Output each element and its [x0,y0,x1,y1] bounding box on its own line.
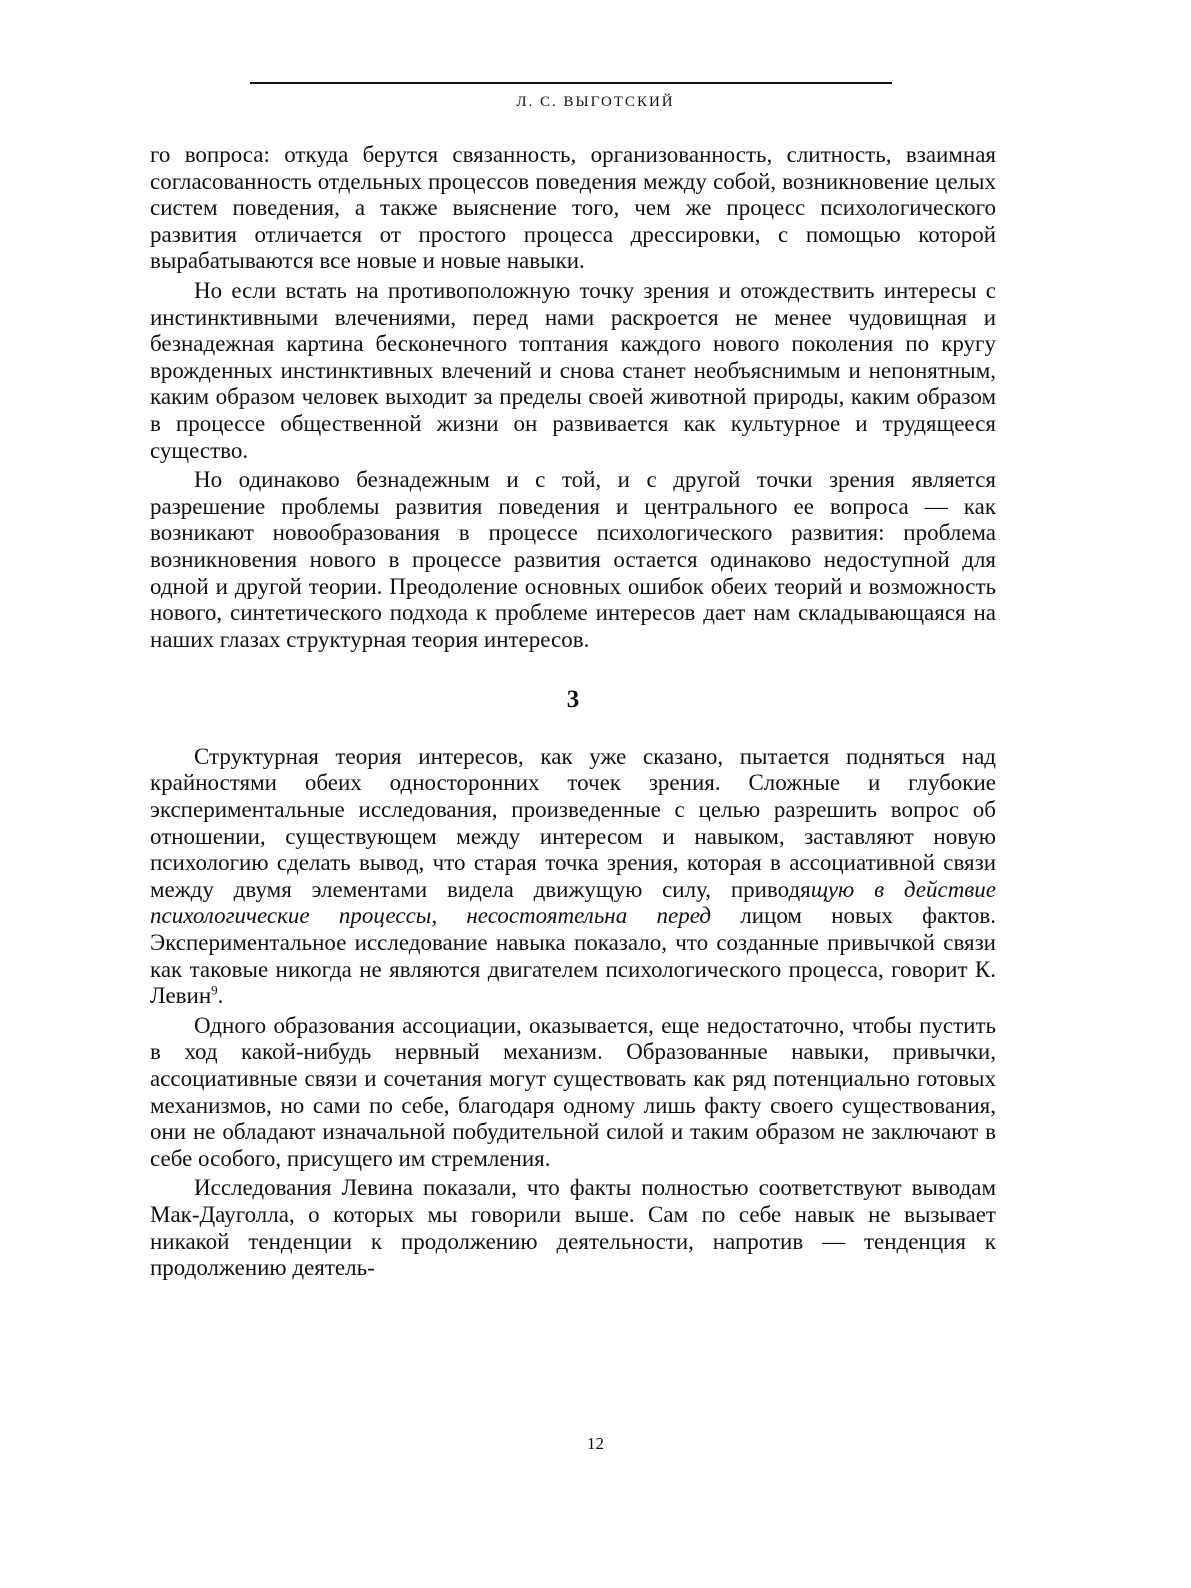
italic-emphasis: щую в действие психологические процессы, несостоятельна перед [150,876,996,929]
paragraph [150,744,996,1010]
paragraph-text: . [217,983,224,1009]
page-number: 12 [587,1434,604,1453]
running-head: Л. С. ВЫГОТСКИЙ [516,94,675,110]
paragraph-text: лицом новых фактов. Экспериментальное исследование навыка показало, что созданные привычкой связи как таковые никогда не являются двигателем психологического процесса, говорит К. Левин [150,903,996,1009]
footnote-reference[interactable]: 9 [211,982,218,998]
header-rule [250,82,892,84]
paragraph: Но если встать на противоположную точку зрения и отождествить интересы с инстинктивными влечениями, перед нами раскроется не менее чудовищная и безнадежная картина бесконечного топтания каждого нового поколения по кругу врожденных инстинктивных влечений и снова станет необъяснимым и непонятным, каким образом человек выходит за пределы своей животной природы, каким образом в процессе общественной жизни он развивается как культурное и трудящееся существо. [150,277,996,463]
paragraph: Одного образования ассоциации, оказывается, еще недостаточно, чтобы пустить в ход какой-нибудь нервный механизм. Образованные навыки, привычки, ассоциативные связи и сочетания могут существовать как ряд потенциально готовых механизмов, но сами по себе, благодаря одному лишь факту своего существования, они не обладают изначальной побудительной силой и таким образом не заключают в себе особого, присущего им стремления. [150,1012,996,1171]
paragraph-continuation: го вопроса: откуда берутся связанность, организованность, слитность, взаимная согласованность отдельных процессов поведения между собой, возникновение целых систем поведения, а также выяснение того, чем же процесс психологического развития отличается от простого процесса дрессировки, с помощью которой вырабатываются все новые и новые навыки. [150,142,996,274]
paragraph-text: Структурная теория интересов, как уже сказано, пытается подняться над крайностями обеих односторонних точек зрения. Сложные и глубокие экспериментальные исследования, произведенные с целью разрешить вопрос об отношении, существующем между интересом и навыком, заставляют новую психологию сделать вывод, что старая точка зрения, которая в ассоциативной связи между двумя элементами видела движущую силу, приводя [150,743,996,902]
paragraph: Исследования Левина показали, что факты полностью соответствуют выводам Мак-Дауголла, о которых мы говорили выше. Сам по себе навык не вызывает никакой тенденции к продолжению деятельности, напротив — тенденция к продолжению деятель- [150,1175,996,1281]
section-number: 3 [566,686,580,714]
paragraph: Но одинаково безнадежным и с той, и с другой точки зрения является разрешение проблемы развития поведения и центрального ее вопроса — как возникают новообразования в процессе психологического развития: проблема возникновения нового в процессе развития остается одинаково недоступной для одной и другой теории. Преодоление основных ошибок обеих теорий и возможность нового, синтетического подхода к проблеме интересов дает нам складывающаяся на наших глазах структурная теория интересов. [150,467,996,652]
page-body [150,142,996,1282]
